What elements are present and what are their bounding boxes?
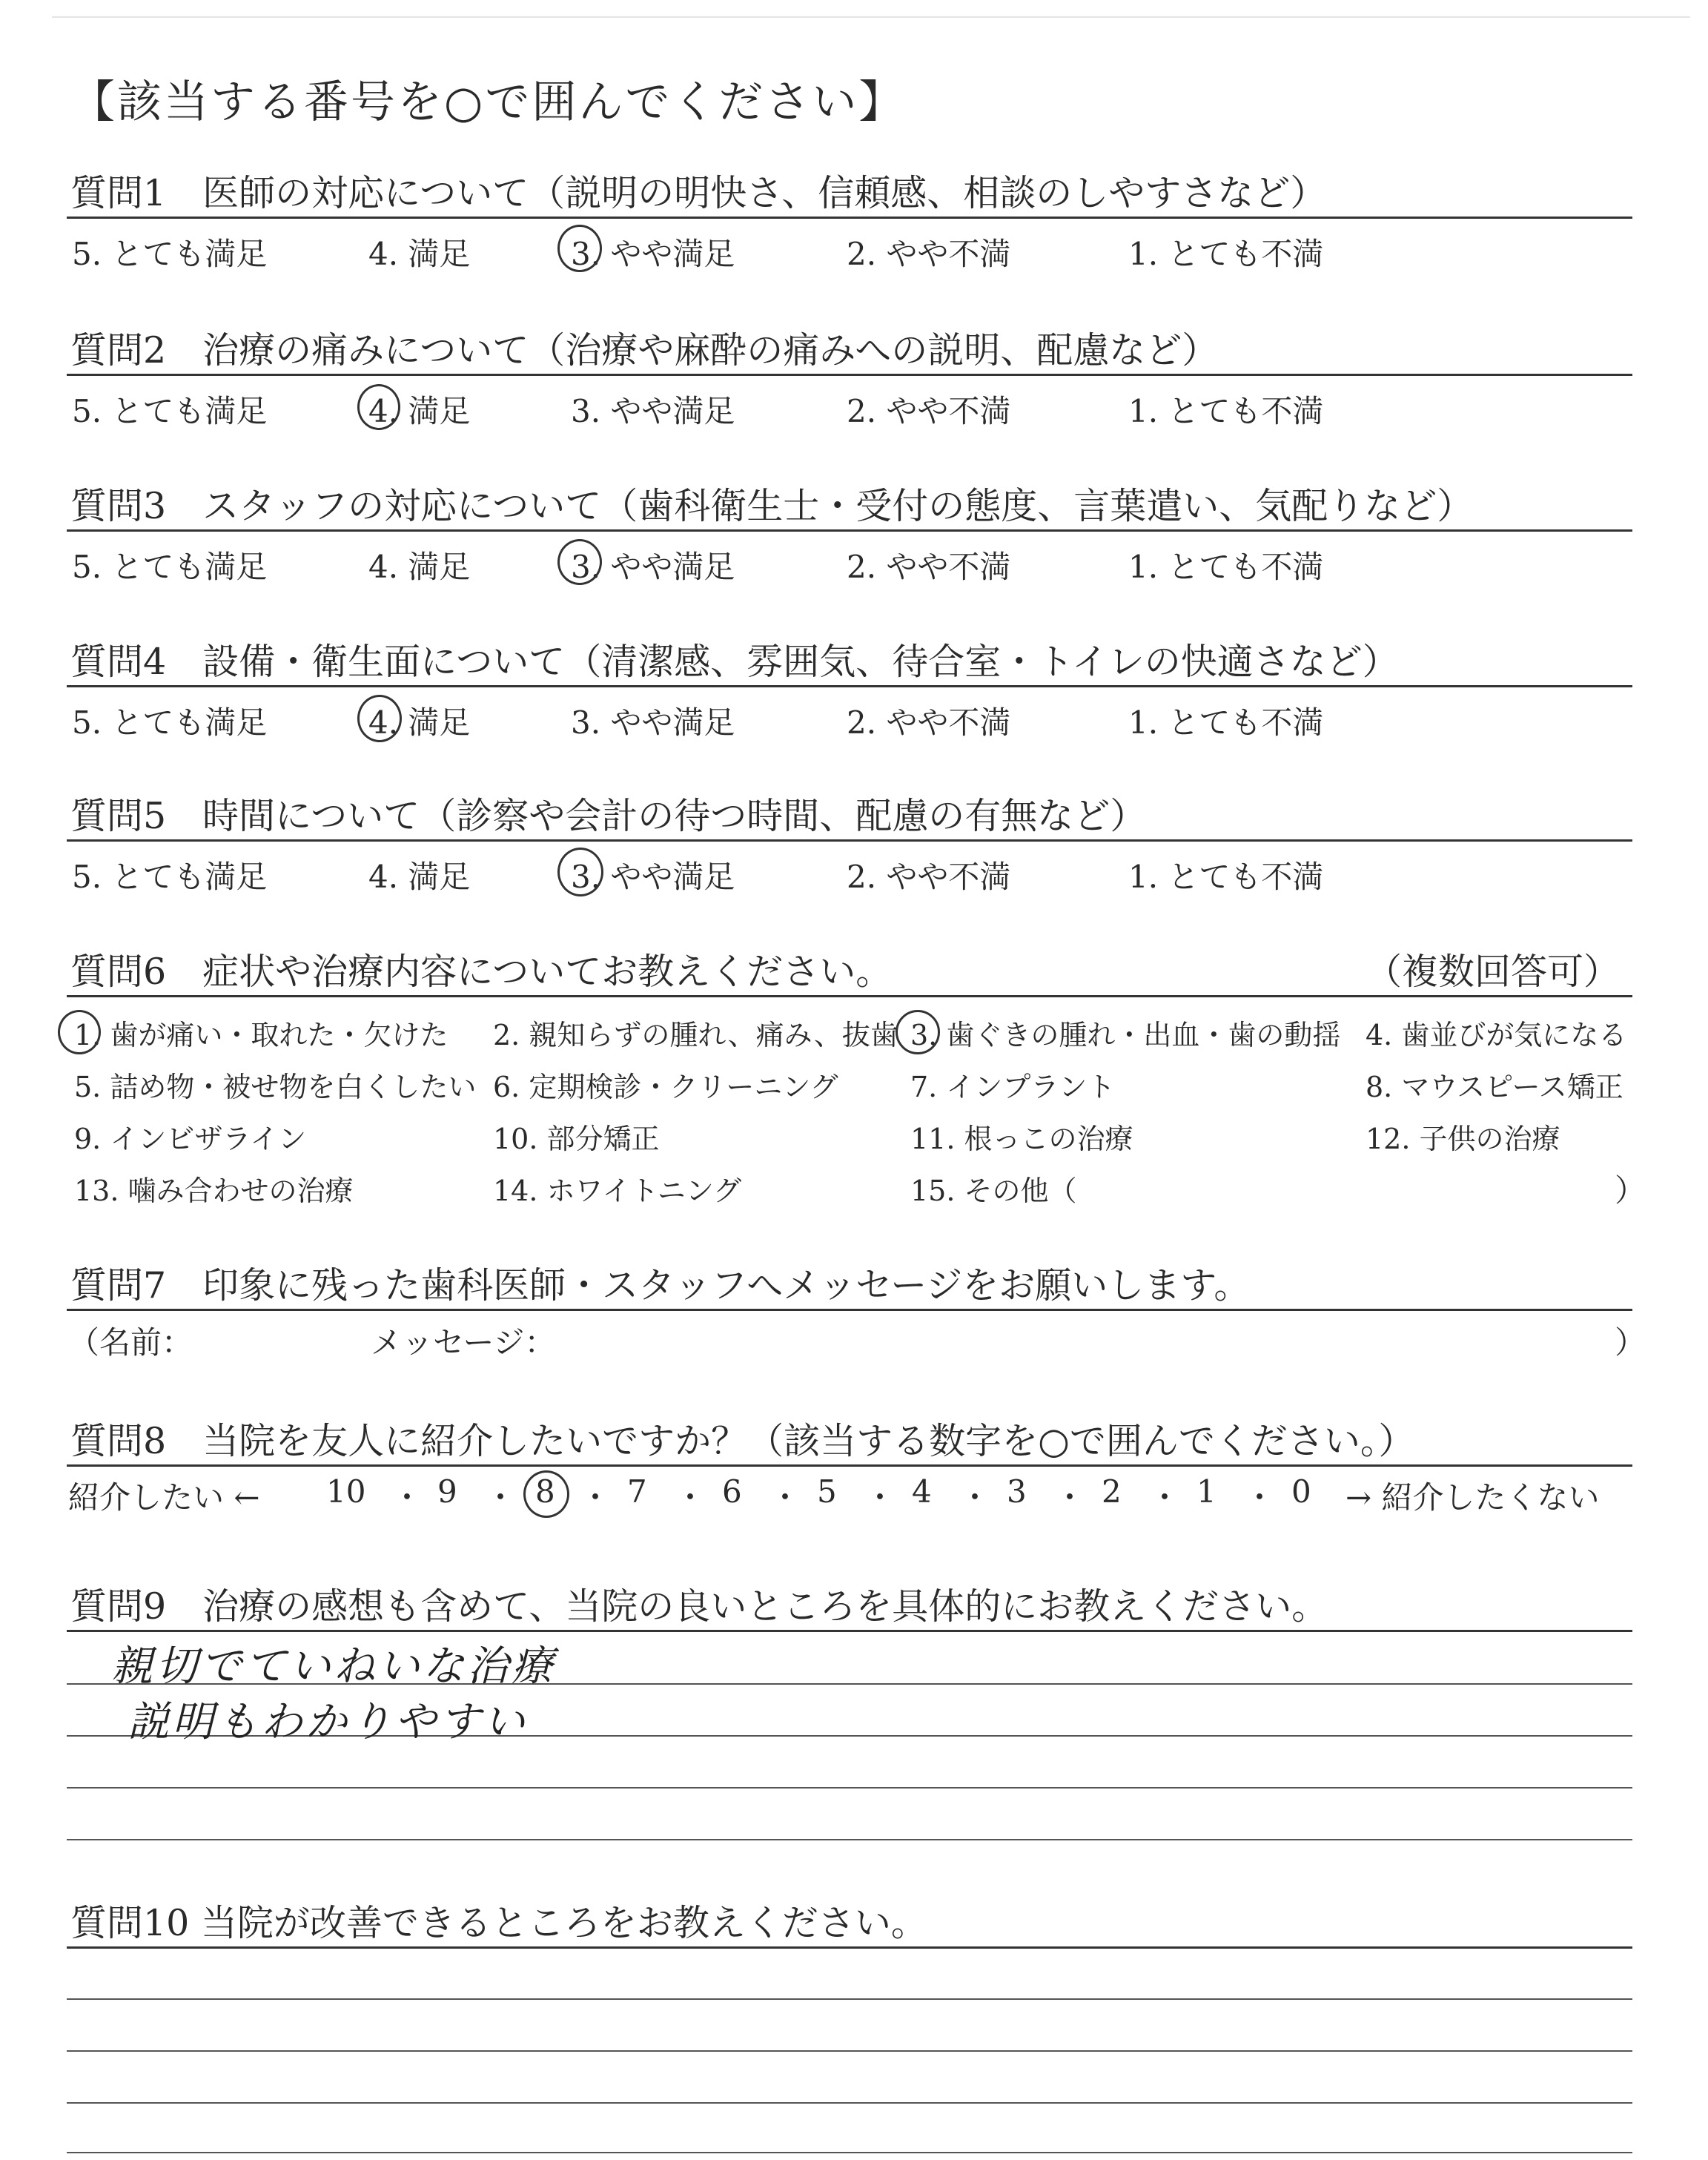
q8-separator: ・	[864, 1479, 896, 1516]
q6-selected-circle-1	[58, 1010, 101, 1054]
q8-separator: ・	[1054, 1479, 1086, 1516]
answer-line	[67, 1787, 1632, 1789]
q8-scale-4[interactable]: 4	[912, 1473, 932, 1510]
q6-other-close: ）	[1615, 1172, 1646, 1209]
q1-option-5[interactable]: 5. とても満足	[72, 236, 268, 272]
q6-option-7[interactable]: 7. インプラント	[910, 1071, 1116, 1103]
q8-selected-circle	[523, 1470, 569, 1518]
question-2-title: 質問2 治療の痛みについて（治療や麻酔の痛みへの説明、配慮など）	[70, 329, 1219, 371]
q6-option-15[interactable]: 15. その他（	[910, 1175, 1077, 1207]
q6-option-10[interactable]: 10. 部分矯正	[493, 1123, 660, 1155]
question-3-title: 質問3 スタッフの対応について（歯科衛生士・受付の態度、言葉遣い、気配りなど）	[70, 485, 1474, 527]
q8-scale-1[interactable]: 1	[1196, 1473, 1217, 1510]
q8-separator: ・	[1244, 1479, 1276, 1516]
q8-scale-0[interactable]: 0	[1291, 1473, 1311, 1510]
top-border	[52, 16, 1690, 18]
q3-option-1[interactable]: 1. とても不満	[1128, 549, 1324, 585]
q7-message-label: メッセージ：	[371, 1324, 556, 1361]
q5-option-3[interactable]: 3. やや満足	[571, 859, 735, 895]
q8-scale-6[interactable]: 6	[722, 1473, 742, 1510]
q1-selected-circle	[557, 225, 602, 272]
q5-option-4[interactable]: 4. 満足	[368, 859, 471, 895]
q3-option-2[interactable]: 2. やや不満	[847, 549, 1011, 585]
q8-scale-9[interactable]: 9	[437, 1473, 457, 1510]
question-10-title: 質問10 当院が改善できるところをお教えください。	[70, 1902, 927, 1944]
q6-option-5[interactable]: 5. 詰め物・被せ物を白くしたい	[74, 1071, 477, 1103]
sheet-title: 【該当する番号を○で囲んでください】	[70, 76, 906, 128]
q8-scale-8[interactable]: 8	[535, 1473, 555, 1510]
q2-selected-circle	[357, 384, 400, 430]
question-4-title: 質問4 設備・衛生面について（清潔感、雰囲気、待合室・トイレの快適さなど）	[70, 641, 1399, 683]
q6-option-4[interactable]: 4. 歯並びが気になる	[1366, 1019, 1627, 1051]
q4-option-5[interactable]: 5. とても満足	[72, 704, 268, 741]
q3-option-3[interactable]: 3. やや満足	[571, 549, 735, 585]
question-4-rule	[67, 685, 1632, 687]
q6-option-11[interactable]: 11. 根っこの治療	[910, 1123, 1133, 1155]
question-3-rule	[67, 529, 1632, 532]
question-1-rule	[67, 217, 1632, 219]
q1-option-3[interactable]: 3. やや満足	[571, 236, 735, 272]
q4-selected-circle	[357, 695, 402, 742]
q6-option-3[interactable]: 3. 歯ぐきの腫れ・出血・歯の動揺	[910, 1019, 1341, 1051]
question-6-rule	[67, 995, 1632, 997]
q8-separator: ・	[1149, 1479, 1181, 1516]
q2-option-5[interactable]: 5. とても満足	[72, 393, 268, 429]
q8-scale-5[interactable]: 5	[817, 1473, 837, 1510]
q6-option-13[interactable]: 13. 噛み合わせの治療	[74, 1175, 354, 1207]
q1-option-2[interactable]: 2. やや不満	[847, 236, 1011, 272]
q1-option-4[interactable]: 4. 満足	[368, 236, 471, 272]
q2-option-1[interactable]: 1. とても不満	[1128, 393, 1324, 429]
q8-left-label: 紹介したい ←	[68, 1479, 260, 1516]
q5-option-2[interactable]: 2. やや不満	[847, 859, 1011, 895]
q4-option-1[interactable]: 1. とても不満	[1128, 704, 1324, 741]
q5-option-1[interactable]: 1. とても不満	[1128, 859, 1324, 895]
q8-scale-2[interactable]: 2	[1102, 1473, 1122, 1510]
q8-scale-7[interactable]: 7	[627, 1473, 647, 1510]
question-6-title: 質問6 症状や治療内容についてお教えください。	[70, 951, 893, 993]
q6-option-8[interactable]: 8. マウスピース矯正	[1366, 1071, 1623, 1103]
q8-separator: ・	[580, 1479, 612, 1516]
question-7-title: 質問7 印象に残った歯科医師・スタッフへメッセージをお願いします。	[70, 1264, 1251, 1307]
question-9-title: 質問9 治療の感想も含めて、当院の良いところを具体的にお教えください。	[70, 1585, 1328, 1628]
q3-option-5[interactable]: 5. とても満足	[72, 549, 268, 585]
answer-line	[67, 2152, 1632, 2153]
q2-option-4[interactable]: 4. 満足	[368, 393, 471, 429]
answer-line	[67, 1998, 1632, 2000]
question-7-rule	[67, 1309, 1632, 1311]
question-5-rule	[67, 839, 1632, 842]
q2-option-3[interactable]: 3. やや満足	[571, 393, 735, 429]
q6-option-14[interactable]: 14. ホワイトニング	[493, 1175, 742, 1207]
answer-line	[67, 1839, 1632, 1840]
question-6-note: （複数回答可）	[1366, 951, 1621, 993]
q8-right-label: → 紹介したくない	[1345, 1479, 1600, 1516]
q8-separator: ・	[769, 1479, 801, 1516]
q6-option-1[interactable]: 1. 歯が痛い・取れた・欠けた	[74, 1019, 448, 1051]
q7-name-label: （名前：	[68, 1324, 193, 1361]
q8-scale-3[interactable]: 3	[1007, 1473, 1027, 1510]
q9-handwritten-line-1[interactable]: 親切でていねいな治療	[111, 1642, 556, 1691]
answer-line	[67, 2102, 1632, 2104]
question-1-title: 質問1 医師の対応について（説明の明快さ、信頼感、相談のしやすさなど）	[70, 172, 1327, 214]
q8-separator: ・	[391, 1479, 423, 1516]
q6-option-2[interactable]: 2. 親知らずの腫れ、痛み、抜歯	[493, 1019, 898, 1051]
q5-selected-circle	[557, 848, 603, 896]
q9-handwritten-line-2[interactable]: 説明もわかりやすい	[128, 1698, 528, 1746]
q2-option-2[interactable]: 2. やや不満	[847, 393, 1011, 429]
q4-option-3[interactable]: 3. やや満足	[571, 704, 735, 741]
q4-option-2[interactable]: 2. やや不満	[847, 704, 1011, 741]
q8-separator: ・	[675, 1479, 706, 1516]
q3-option-4[interactable]: 4. 満足	[368, 549, 471, 585]
q3-selected-circle	[557, 539, 602, 585]
question-5-title: 質問5 時間について（診察や会計の待つ時間、配慮の有無など）	[70, 795, 1147, 837]
question-9-rule	[67, 1630, 1632, 1632]
q6-option-12[interactable]: 12. 子供の治療	[1366, 1123, 1560, 1155]
q6-selected-circle-3	[896, 1010, 940, 1054]
q1-option-1[interactable]: 1. とても不満	[1128, 236, 1324, 272]
q8-separator: ・	[485, 1479, 517, 1516]
q8-separator: ・	[959, 1479, 991, 1516]
q4-option-4[interactable]: 4. 満足	[368, 704, 471, 741]
q5-option-5[interactable]: 5. とても満足	[72, 859, 268, 895]
question-8-title: 質問8 当院を友人に紹介したいですか？（該当する数字を○で囲んでください。）	[70, 1420, 1415, 1462]
q6-option-9[interactable]: 9. インビザライン	[74, 1123, 307, 1155]
question-2-rule	[67, 374, 1632, 376]
question-10-rule	[67, 1946, 1632, 1949]
q7-close: ）	[1615, 1324, 1646, 1361]
q6-option-6[interactable]: 6. 定期検診・クリーニング	[493, 1071, 838, 1103]
question-8-rule	[67, 1464, 1632, 1467]
q8-scale-10[interactable]: 10	[326, 1473, 366, 1510]
answer-line	[67, 2050, 1632, 2052]
